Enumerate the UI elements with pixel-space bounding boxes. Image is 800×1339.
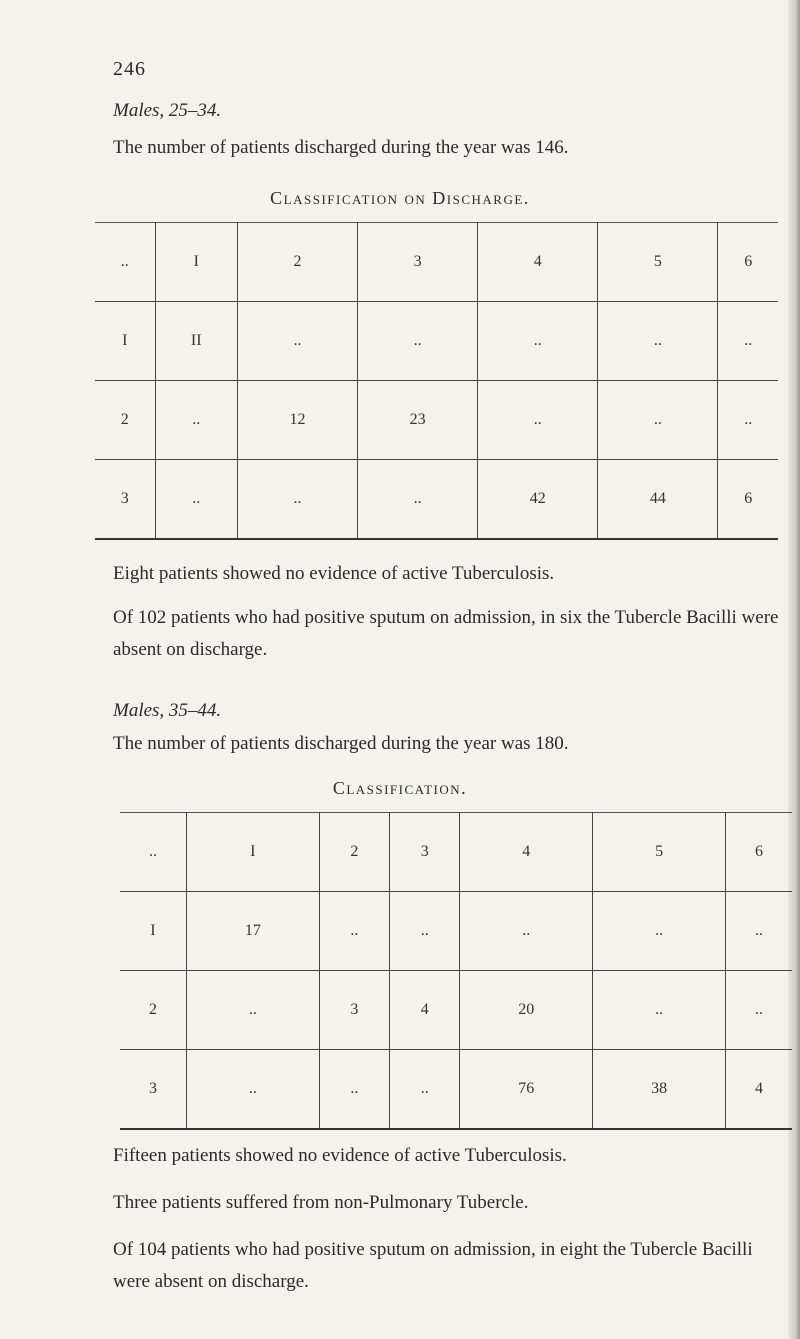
- table-cell: ..: [460, 892, 593, 971]
- table-cell: ..: [319, 1050, 389, 1130]
- table-cell: ..: [718, 381, 778, 460]
- table-header-cell: ..: [95, 223, 155, 302]
- table-row: [95, 223, 778, 302]
- table-cell: ..: [155, 460, 237, 540]
- table-cell: ..: [155, 381, 237, 460]
- table-cell: 44: [598, 460, 718, 540]
- table-header-cell: 3: [390, 813, 460, 892]
- table-row: [120, 892, 792, 971]
- table-header-cell: 4: [460, 813, 593, 892]
- table-cell: ..: [726, 892, 792, 971]
- table-cell: 12: [237, 381, 357, 460]
- section1-note-1: Eight patients showed no evidence of active Tuberculosis.: [113, 563, 555, 584]
- section2-note-1: Fifteen patients showed no evidence of active Tuberculosis.: [113, 1145, 567, 1166]
- table-cell: 4: [390, 971, 460, 1050]
- table-header-cell: 6: [718, 223, 778, 302]
- table-cell: 42: [478, 460, 598, 540]
- table-cell: ..: [390, 1050, 460, 1130]
- table-cell: ..: [319, 892, 389, 971]
- table-cell: ..: [478, 381, 598, 460]
- table-row: [120, 1050, 792, 1130]
- table-header-cell: ..: [120, 813, 186, 892]
- table-cell: I: [95, 302, 155, 381]
- table-header-cell: 3: [358, 223, 478, 302]
- table-cell: 3: [95, 460, 155, 540]
- table-cell: 38: [593, 1050, 726, 1130]
- table-header-cell: 5: [598, 223, 718, 302]
- table-row: [95, 381, 778, 460]
- table-header-cell: 5: [593, 813, 726, 892]
- table-cell: 2: [95, 381, 155, 460]
- table-cell: ..: [593, 892, 726, 971]
- section1-intro: The number of patients discharged during the year was 146.: [113, 137, 569, 158]
- page-number: 246: [113, 58, 146, 80]
- table-header-cell: 2: [319, 813, 389, 892]
- table-cell: ..: [237, 302, 357, 381]
- table-row: [120, 971, 792, 1050]
- table-cell: 76: [460, 1050, 593, 1130]
- table-cell: ..: [186, 971, 319, 1050]
- table-header-cell: I: [155, 223, 237, 302]
- table-cell: 4: [726, 1050, 792, 1130]
- table-row: [95, 460, 778, 540]
- table-cell: ..: [593, 971, 726, 1050]
- section2-intro: The number of patients discharged during the year was 180.: [113, 733, 569, 754]
- table-row: [95, 302, 778, 381]
- table-header-cell: I: [186, 813, 319, 892]
- table-row: [120, 813, 792, 892]
- table-cell: II: [155, 302, 237, 381]
- table-cell: ..: [718, 302, 778, 381]
- section2-note-2: Three patients suffered from non-Pulmonary Tubercle.: [113, 1192, 529, 1213]
- table-cell: ..: [726, 971, 792, 1050]
- table-cell: ..: [390, 892, 460, 971]
- table-cell: 6: [718, 460, 778, 540]
- table-cell: 3: [120, 1050, 186, 1130]
- section2-caption: Classification.: [332, 778, 468, 798]
- table-cell: 17: [186, 892, 319, 971]
- table-cell: ..: [478, 302, 598, 381]
- section1-note-2: Of 102 patients who had positive sputum on admission, in six the Tubercle Bacilli were absent on discharge.: [113, 607, 779, 660]
- table-cell: 2: [120, 971, 186, 1050]
- table-cell: I: [120, 892, 186, 971]
- table-cell: ..: [598, 302, 718, 381]
- table-cell: ..: [186, 1050, 319, 1130]
- table-cell: 20: [460, 971, 593, 1050]
- section2-table: [120, 812, 792, 1130]
- table-cell: ..: [598, 381, 718, 460]
- section1-heading: Males, 25–34.: [113, 100, 222, 121]
- section2-note-3: Of 104 patients who had positive sputum on admission, in eight the Tubercle Bacilli were absent on discharge.: [113, 1239, 753, 1292]
- table-cell: 23: [358, 381, 478, 460]
- table-header-cell: 6: [726, 813, 792, 892]
- section1-table: [95, 222, 778, 540]
- section2-heading: Males, 35–44.: [113, 700, 222, 721]
- section1-caption: Classification on Discharge.: [270, 188, 530, 208]
- table-cell: ..: [358, 302, 478, 381]
- table-cell: ..: [237, 460, 357, 540]
- table-header-cell: 2: [237, 223, 357, 302]
- table-cell: 3: [319, 971, 389, 1050]
- table-header-cell: 4: [478, 223, 598, 302]
- table-cell: ..: [358, 460, 478, 540]
